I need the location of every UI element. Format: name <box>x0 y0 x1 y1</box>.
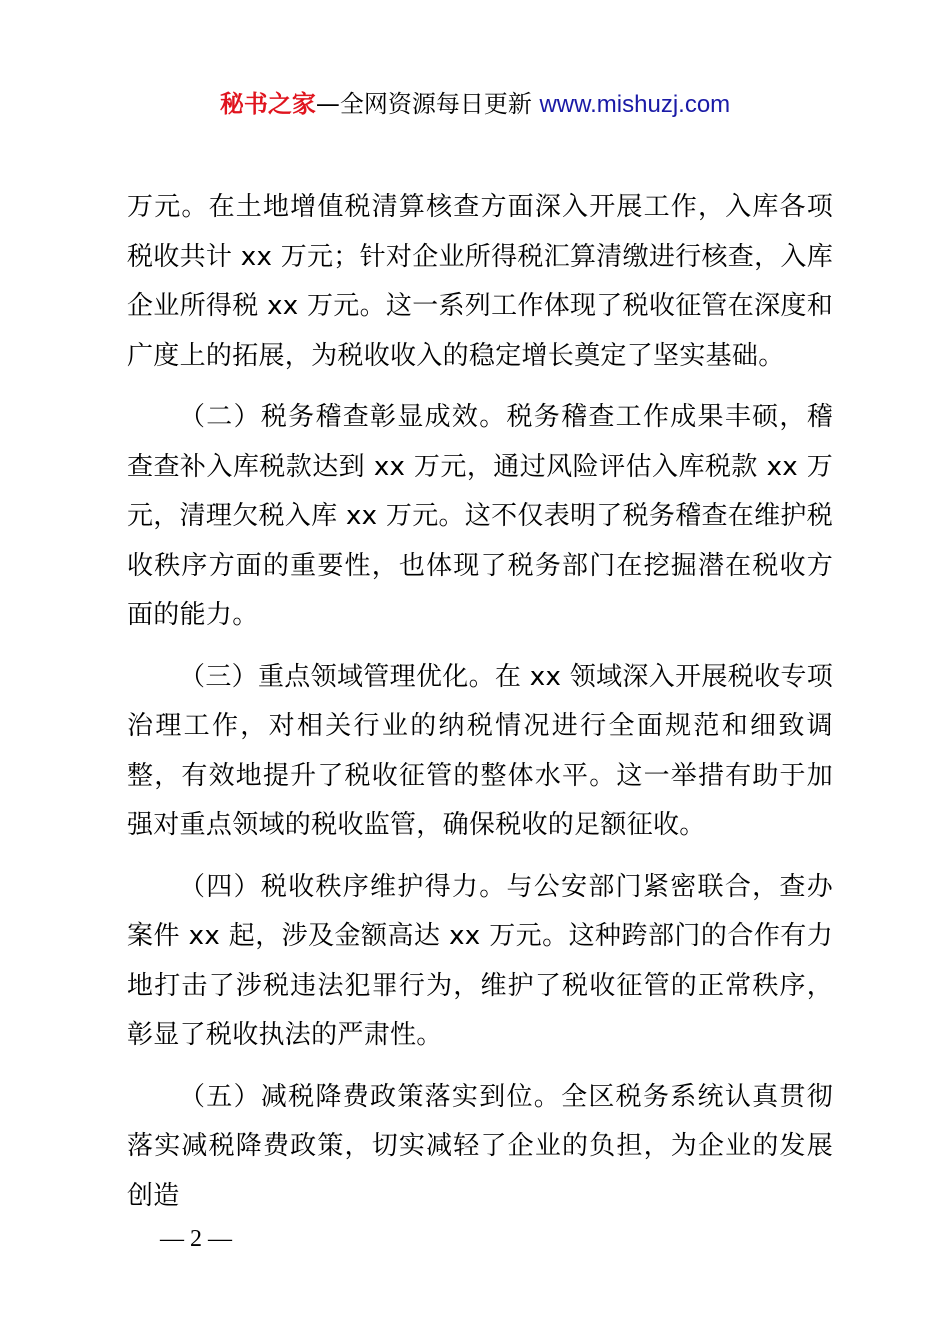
page-number: — 2 — <box>160 1226 232 1252</box>
paragraph-tax-reduction: （五）减税降费政策落实到位。全区税务系统认真贯彻落实减税降费政策，切实减轻了企业的负担，为企业的发展创造 <box>127 1081 833 1211</box>
site-url-link[interactable]: www.mishuzj.com <box>539 91 731 118</box>
paragraph-continuation: 万元。在土地增值税清算核查方面深入开展工作，入库各项税收共计 xx 万元；针对企业所得税汇算清缴进行核查，入库企业所得税 xx 万元。这一系列工作体现了税收征管在深度和广度上的拓展，为税收收入的稳定增长奠定了坚实基础。 <box>127 192 834 371</box>
paragraph-key-areas: （三）重点领域管理优化。在 xx 领域深入开展税收专项治理工作，对相关行业的纳税情况进行全面规范和细致调整，有效地提升了税收征管的整体水平。这一举措有助于加强对重点领域的税收监管，确保税收的足额征收。 <box>127 661 833 840</box>
paragraph-tax-order: （四）税收秩序维护得力。与公安部门紧密联合，查办案件 xx 起，涉及金额高达 xx 万元。这种跨部门的合作有力地打击了涉税违法犯罪行为，维护了税收征管的正常秩序，彰显了税收执法的严肃性。 <box>127 871 833 1050</box>
header-slogan: —全网资源每日更新 <box>315 90 532 118</box>
brand-name: 秘书之家 <box>219 90 316 118</box>
document-body <box>127 183 833 1221</box>
site-header <box>0 88 950 121</box>
paragraph-tax-inspection: （二）税务稽查彰显成效。税务稽查工作成果丰硕，稽查查补入库税款达到 xx 万元，通过风险评估入库税款 xx 万元，清理欠税入库 xx 万元。这不仅表明了税务稽查在维护税收秩序方面的重要性，也体现了税务部门在挖掘潜在税收方面的能力。 <box>127 402 834 630</box>
